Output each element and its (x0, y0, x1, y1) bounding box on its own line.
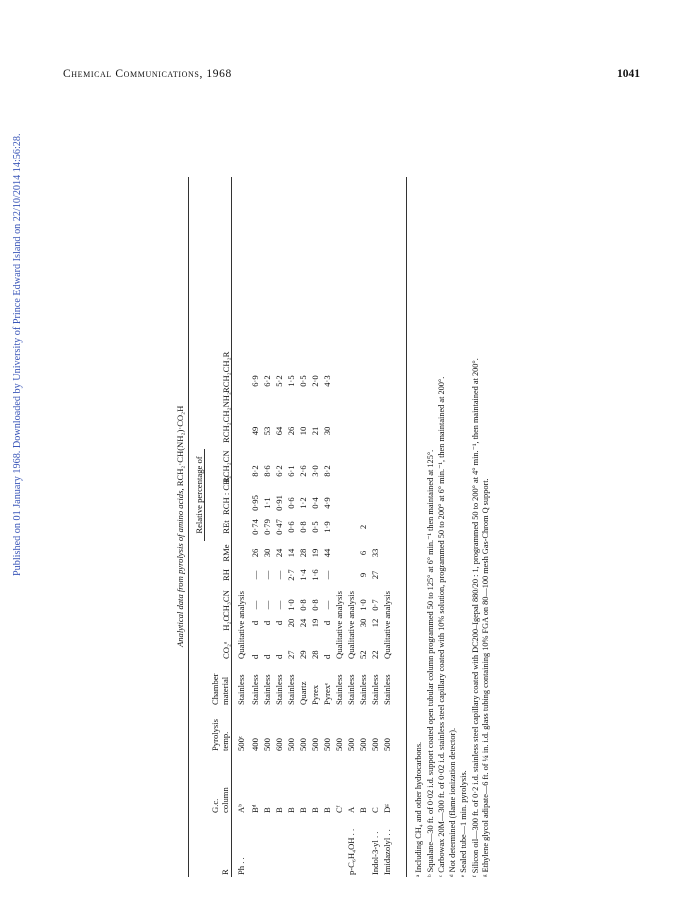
table-cell: 2·7 (286, 569, 296, 581)
table-cell: 1·0 (286, 599, 296, 611)
table-cell: 500 (298, 738, 308, 751)
table-cell: — (262, 570, 272, 580)
table-cell: — (250, 570, 260, 580)
table-cell: d (274, 654, 284, 659)
table-cell: 1·6 (310, 569, 320, 581)
footnote: ᵇ Squalane—30 ft. of 0·02 i.d. support coated open tubular column programmed 50 to 125° at 6° min.⁻¹ then maintained at 125°. (426, 449, 436, 877)
table-cell: 20 (286, 618, 296, 628)
table-cell: 22 (370, 650, 380, 659)
row-label: Ph . . (236, 857, 246, 875)
table-cell: 500 (334, 738, 344, 751)
table-cell: Bᵈ (250, 804, 260, 813)
table-cell: 0·91 (274, 495, 284, 511)
table-cell: 500 (382, 738, 392, 751)
footnote: ᶜ Carbowax 20M—300 ft. of 0·02 i.d. stainless steel capillary coated with 10% solution, programmed 50 to 200° at 6° min.⁻¹, then maintained at 200°. (437, 376, 447, 877)
journal-title: Chemical Communications, 1968 (63, 68, 232, 80)
table-cell: 1·5 (286, 375, 296, 387)
column-header: RCH₂CH₂NH₂ (221, 391, 231, 443)
table-cell: 26 (250, 548, 260, 558)
table-cell: B (322, 807, 332, 813)
table-cell: 600 (274, 738, 284, 751)
table-cell: 500 (286, 738, 296, 751)
table-cell: 24 (298, 618, 308, 628)
table-cell: 0·6 (286, 521, 296, 533)
column-header: CH₃CN (221, 590, 231, 617)
table-cell: B (310, 807, 320, 813)
table-cell: 24 (274, 548, 284, 558)
header-rule (231, 177, 232, 877)
table-cell: 0·8 (310, 599, 320, 611)
table-cell: 2·6 (298, 465, 308, 477)
table-cell: d (322, 620, 332, 626)
table-cell: 4·9 (322, 497, 332, 509)
table-cell: Stainless (274, 674, 284, 705)
table-cell: 1·4 (298, 569, 308, 581)
footnote: ᵈ Not determined (flame ionization detector). (447, 727, 457, 877)
table-cell: 0·8 (298, 521, 308, 533)
table-cell: d (322, 654, 332, 659)
table-cell: Qualitative analysis (346, 590, 356, 659)
column-header: RCH₂CN (221, 450, 231, 483)
column-header: REt (221, 520, 231, 534)
table-cell: — (274, 570, 284, 580)
group-rule (204, 449, 205, 541)
table-cell: C (370, 807, 380, 813)
column-header: RCH₂CH₂R (221, 351, 231, 393)
footnote: ᶠ Silicon oil—300 ft. of 0·2 i.d. stainless steel capillary coated with DC200–Igepal 880/20 : 1, programmed 50 to 200° at 4° min.⁻¹, then maintained at 200°. (471, 358, 480, 877)
table-cell: 29 (298, 650, 308, 659)
table-cell: Stainless (250, 674, 260, 705)
table-cell: 6 (358, 550, 368, 556)
table-cell: B (262, 807, 272, 813)
table-cell: 64 (274, 426, 284, 436)
table-cell: 6·2 (274, 465, 284, 477)
table-cell: d (250, 620, 260, 626)
table-cell: Dᵍ (382, 804, 392, 813)
table-cell: 19 (310, 618, 320, 628)
table-cell: 8·6 (262, 465, 272, 477)
table-cell: 500 (322, 738, 332, 751)
table-cell: Quartz (298, 681, 308, 705)
table-cell: 400 (250, 738, 260, 751)
table-cell: Cᶠ (334, 805, 344, 813)
table-cell: 9 (358, 572, 368, 578)
table-cell: 2·0 (310, 375, 320, 387)
table-cell: Stainless (262, 674, 272, 705)
table-cell: 6·2 (262, 375, 272, 387)
column-header: CO₂ᵃ (221, 641, 231, 659)
table-cell: 30 (322, 426, 332, 436)
table-cell: 30 (262, 548, 272, 558)
table-cell: 0·8 (298, 599, 308, 611)
table-cell: B (286, 807, 296, 813)
table-cell: A (346, 806, 356, 813)
row-label: Indol-3-yl . . (370, 831, 380, 875)
table-cell: 1·9 (322, 521, 332, 533)
table-cell: Stainless (334, 674, 344, 705)
table-cell: 26 (286, 426, 296, 436)
page-number: 1041 (617, 68, 640, 80)
table-cell: — (250, 600, 260, 610)
table-cell: 44 (322, 548, 332, 558)
table-cell: Pyrexᵉ (322, 682, 332, 705)
table-cell: 500 (370, 738, 380, 751)
table-cell: 0·47 (274, 519, 284, 535)
table-cell: d (262, 654, 272, 659)
footnote: ᵉ Sealed tube—1 min. pyrolysis. (458, 770, 468, 877)
footnote: ᵍ Ethylene glycol adipate—6 ft. of ¼ in. i.d. glass tubing containing 10% FGA on 80—100 mesh Gas-Chrom Q support. (481, 478, 491, 877)
column-header: Pyrolysis temp. (210, 719, 230, 751)
column-header: R (220, 869, 230, 875)
table-cell: 1·0 (358, 599, 368, 611)
table-cell: 500 (358, 738, 368, 751)
table-cell: Stainless (382, 674, 392, 705)
row-label: Imidazolyl . . (382, 829, 392, 875)
table-cell: 27 (286, 650, 296, 659)
table-cell: B (274, 807, 284, 813)
table-cell: 3·0 (310, 465, 320, 477)
table-cell: 6·9 (250, 375, 260, 387)
table-cell: 0·79 (262, 519, 272, 535)
table-cell: 14 (286, 548, 296, 558)
table-cell: Stainless (236, 674, 246, 705)
column-header: RH (221, 569, 231, 581)
table-cell: — (274, 600, 284, 610)
table-cell: Stainless (370, 674, 380, 705)
table-cell: Stainless (286, 674, 296, 705)
footnote: ᵃ Including CH₄ and other hydrocarbons. (414, 741, 423, 877)
table-cell: 19 (310, 548, 320, 558)
table-cell: d (274, 620, 284, 626)
caption-formula: RCH₂·CH(NH₂)·CO₂H (175, 405, 185, 487)
table-cell: 5·2 (274, 375, 284, 387)
table-cell: 0·5 (298, 375, 308, 387)
provenance-watermark (12, 78, 24, 578)
column-header: RMe (221, 544, 231, 562)
table-cell: Stainless (358, 674, 368, 705)
table-cell: 8·2 (250, 465, 260, 477)
table-cell: 30 (358, 618, 368, 628)
table-cell: 0·4 (310, 497, 320, 509)
table-cell: 1·1 (262, 497, 272, 509)
table-cell: 49 (250, 426, 260, 436)
table-cell: 4·3 (322, 375, 332, 387)
column-header: Chamber material (210, 673, 230, 705)
table-cell: 1·2 (298, 497, 308, 509)
table-cell: B (298, 807, 308, 813)
table-cell: d (250, 654, 260, 659)
table-cell: 8·2 (322, 465, 332, 477)
table-cell: 33 (370, 548, 380, 558)
table-cell: — (322, 570, 332, 580)
table-cell: B (358, 807, 368, 813)
table-cell: 500ᶜ (236, 735, 246, 751)
table-cell: 0·6 (286, 497, 296, 509)
column-header: H₂O (221, 615, 231, 631)
row-label: p-C₆H₄OH . . (346, 828, 356, 875)
rotated-table-block (174, 77, 624, 877)
table-cell: 0·5 (310, 521, 320, 533)
table-cell: 500 (262, 738, 272, 751)
table-cell: 28 (298, 548, 308, 558)
table-cell: 500 (310, 738, 320, 751)
table-cell: 10 (298, 426, 308, 436)
table-cell: 12 (370, 618, 380, 628)
column-header: RCH : CH₂ (221, 475, 231, 515)
caption-label: Analytical data from pyrolysis of amino acids, (175, 488, 185, 647)
table-caption (175, 406, 185, 647)
table-cell: Aᵇ (236, 804, 246, 813)
table-cell: 28 (310, 650, 320, 659)
table-cell: 6·1 (286, 465, 296, 477)
table-cell: 2 (358, 524, 368, 530)
table-cell: Qualitative analysis (334, 590, 344, 659)
table-cell: Qualitative analysis (236, 590, 246, 659)
table-cell: 21 (310, 426, 320, 436)
table-cell: Qualitative analysis (382, 590, 392, 659)
table-cell: 0·7 (370, 599, 380, 611)
table-cell: Pyrex (310, 684, 320, 705)
column-header: G.c. column (210, 787, 230, 813)
table-cell: d (262, 620, 272, 626)
table-cell: 0·95 (250, 495, 260, 511)
table-cell: 0·74 (250, 519, 260, 535)
table-cell: 500 (346, 738, 356, 751)
table-cell: 52 (358, 650, 368, 659)
column-group-header: Relative percentage of (194, 456, 204, 534)
top-rule (188, 177, 189, 877)
table-cell: Stainless (346, 674, 356, 705)
table-cell: — (262, 600, 272, 610)
bottom-rule (406, 177, 407, 877)
table-cell: — (322, 600, 332, 610)
watermark-text[interactable]: Published on 01 January 1968. Downloaded by University of Prince Edward Island on 22/10/2014 14:56:28. (12, 133, 23, 576)
table-cell: 27 (370, 570, 380, 580)
table-cell: 53 (262, 426, 272, 436)
